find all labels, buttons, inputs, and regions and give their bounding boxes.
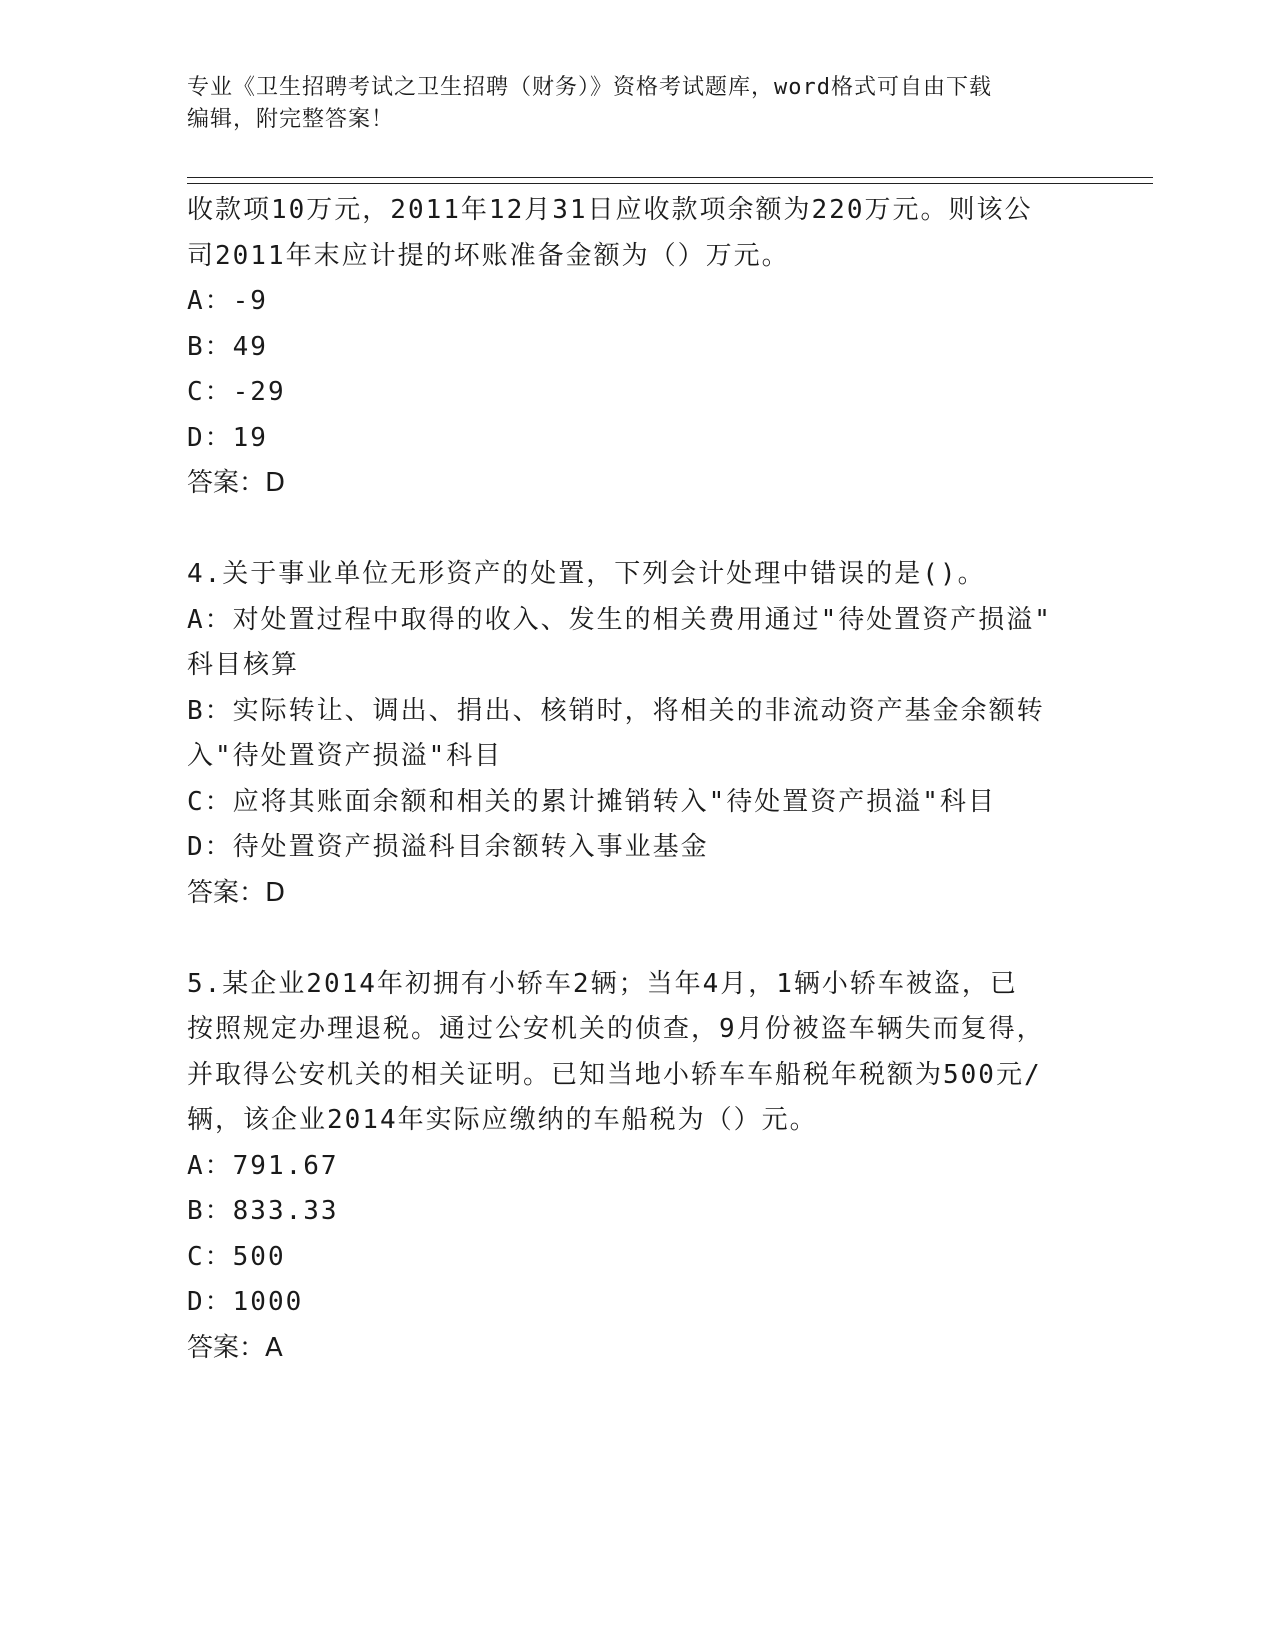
option-c: C：应将其账面余额和相关的累计摊销转入"待处置资产损溢"科目 [187, 786, 996, 817]
answer-line: 答案：D [187, 877, 286, 908]
option-d: D：待处置资产损溢科目余额转入事业基金 [187, 832, 709, 862]
option-d: D：19 [187, 422, 268, 453]
option-b: B：833.33 [187, 1196, 339, 1226]
option-d: D：1000 [187, 1287, 304, 1317]
question-stem: 辆，该企业2014年实际应缴纳的车船税为（）元。 [187, 1105, 818, 1135]
header-line-1: 专业《卫生招聘考试之卫生招聘（财务）》资格考试题库，word格式可自由下载 [187, 75, 992, 100]
question-5 [187, 962, 1087, 1372]
option-b-continued: 入"待处置资产损溢"科目 [187, 741, 503, 771]
option-c: C：500 [187, 1241, 286, 1272]
option-a-continued: 科目核算 [187, 650, 300, 680]
question-stem: 收款项10万元，2011年12月31日应收款项余额为220万元。则该公 [187, 195, 1033, 225]
option-b: B：49 [187, 331, 268, 362]
question-stem: 4.关于事业单位无形资产的处置，下列会计处理中错误的是()。 [187, 559, 986, 589]
question-stem: 司2011年末应计提的坏账准备金额为（）万元。 [187, 240, 790, 271]
question-3 [187, 188, 1087, 507]
option-a: A：对处置过程中取得的收入、发生的相关费用通过"待处置资产损溢" [187, 604, 1052, 635]
answer-line: 答案：A [187, 1332, 283, 1363]
question-stem: 按照规定办理退税。通过公安机关的侦查，9月份被盗车辆失而复得， [187, 1014, 1045, 1044]
document-body [187, 188, 1087, 1371]
header-divider-top [187, 177, 1153, 178]
spacer [187, 916, 1087, 962]
option-a: A：791.67 [187, 1150, 339, 1181]
question-stem: 并取得公安机关的相关证明。已知当地小轿车车船税年税额为500元/ [187, 1059, 1042, 1090]
page-header [187, 72, 1087, 136]
header-line-2: 编辑，附完整答案！ [187, 107, 395, 132]
header-divider-bottom [187, 183, 1153, 184]
option-b: B：实际转让、调出、捐出、核销时，将相关的非流动资产基金余额转 [187, 695, 1045, 726]
option-c: C：-29 [187, 377, 286, 407]
answer-line: 答案：D [187, 468, 286, 498]
spacer [187, 507, 1087, 553]
question-4 [187, 552, 1087, 916]
question-stem: 5.某企业2014年初拥有小轿车2辆；当年4月，1辆小轿车被盗，已 [187, 968, 1018, 999]
option-a: A：-9 [187, 286, 268, 316]
